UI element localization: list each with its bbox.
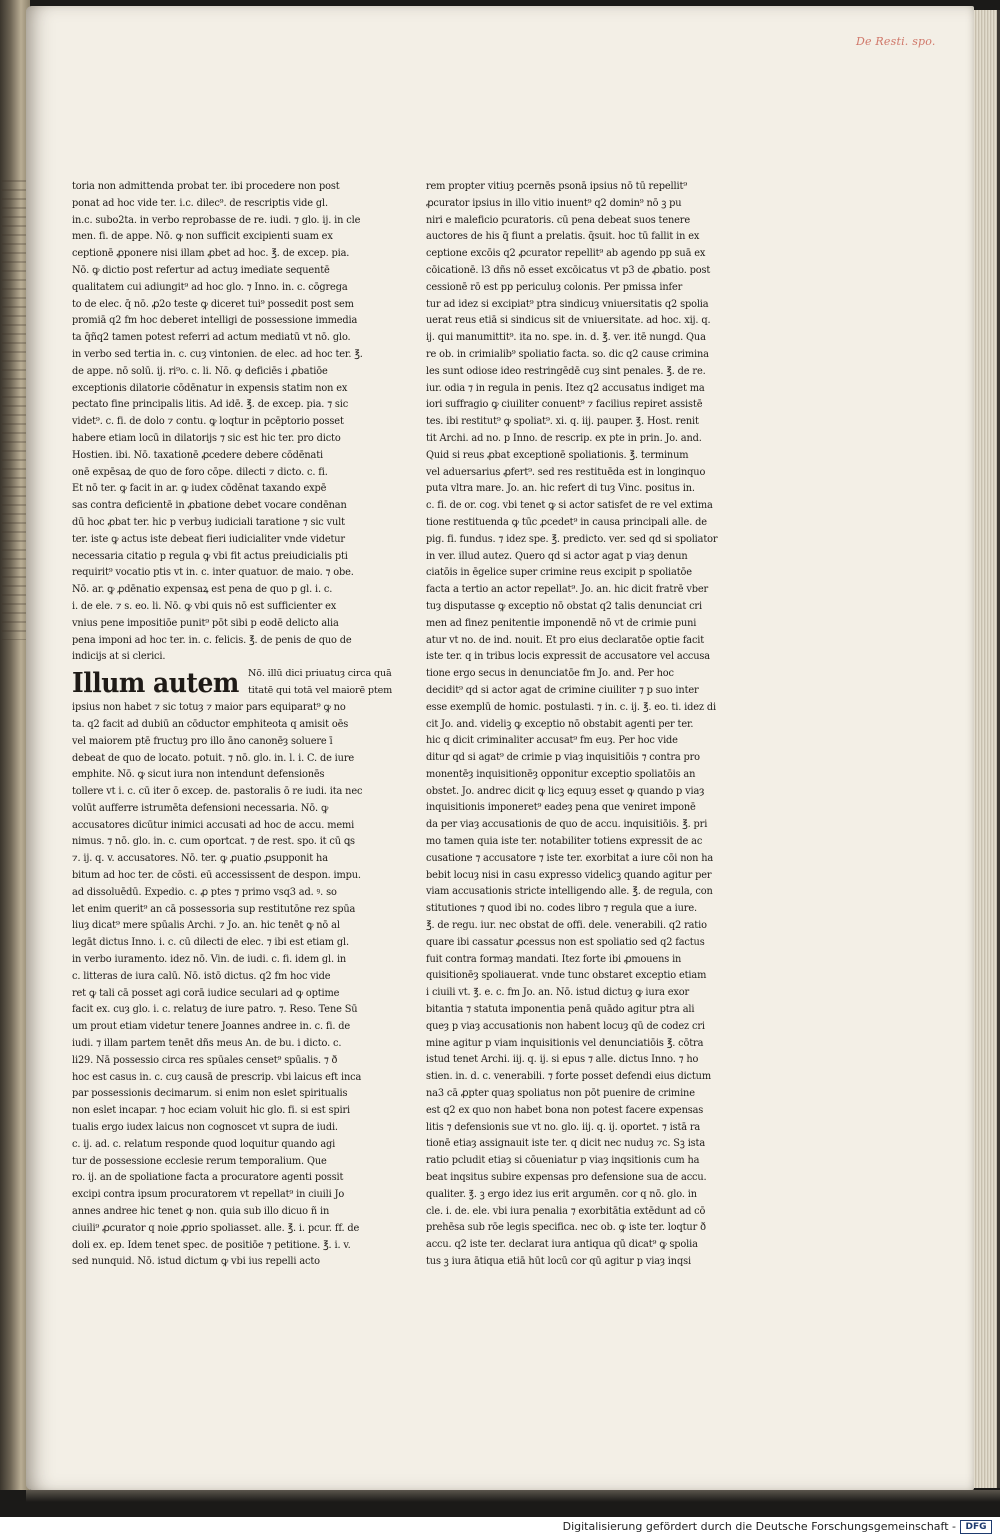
text-line: tuȝ disputasse ꝙ exceptio nō obstat q2 talis denunciat cri [426, 600, 702, 612]
text-line: queȝ p viaȝ accusationis non habent locuȝ qū de codez cri [426, 1020, 705, 1032]
text-line: cit Jo. and. videliꝫ ꝙ exceptio nō obstabit agenti per ter. [426, 718, 694, 730]
text-line: mine agitur p viam inquisitionis vel denunciatiōis ℥. cōtra [426, 1037, 704, 1049]
text-line: na3 cā ꝓpter quaȝ spoliatus non pōt puenire de crimine [426, 1088, 695, 1100]
text-line: cusatione ⁊ accusatore ⁊ iste ter. exorbitat a iure cōi non ha [426, 852, 714, 864]
text-line: hic q dicit criminaliter accusat⁹ fm euȝ. Per hoc vide [426, 735, 678, 747]
text-line: les sunt odiose ideo restringēdē cuȝ sint penales. ℥. de re. [426, 365, 706, 377]
text-line: mo tamen quia iste ter. notabiliter totiens expressit de ac [426, 836, 703, 848]
text-line: requirit⁹ vocatio ptis vt in. c. inter quatuor. de maio. ⁊ obe. [72, 567, 354, 579]
text-line: accusatores dicūtur inimici accusati ad hoc de accu. memi [72, 819, 355, 831]
text-line: in verbo sed tertia in. c. cuȝ vintonien. de elec. ad hoc ter. ℥. [72, 348, 363, 360]
text-line: ciatōis in ēgelice super crimine reus excipit p spoliatōe [426, 567, 692, 579]
text-line: quare ibi cassatur ꝓcessus non est spoliatio sed q2 factus [426, 936, 705, 948]
text-line: re ob. in crimialib⁹ spoliatio facta. so. dic q2 cause crimina [426, 348, 709, 360]
text-line: tit Archi. ad no. p Inno. de rescrip. ex pte in prin. Jo. and. [426, 432, 702, 444]
text-line: ipsius non habet ⁊ sic totuȝ ⁊ maior pars equiparat⁹ ꝙ no [72, 702, 346, 714]
text-line: in verbo iuramento. idez nō. Vin. de iudi. c. fi. idem gl. in [72, 954, 347, 966]
text-line: liuȝ dicat⁹ mere spūalis Archi. ⁊ Jo. an. hic tenēt ꝙ nō al [72, 920, 340, 932]
text-line: ℥. de regu. iur. nec obstat de offi. dele. venerabili. q2 ratio [426, 920, 707, 932]
text-line: est q2 ex quo non habet bona non potest facere expensas [426, 1104, 704, 1116]
text-line: men. fi. de appe. Nō. ꝙ non sufficit excipienti suam ex [72, 231, 333, 243]
text-line: tur de possessione ecclesie rerum temporalium. Que [72, 1155, 327, 1167]
text-line: men ad finez penitentie imponendē nō vt de crimie puni [426, 617, 697, 629]
text-line: facit ex. cuȝ glo. i. c. relatuȝ de iure patro. ⁊. Reso. Tene Sū [72, 1004, 358, 1016]
text-line: litis ⁊ defensionis sue vt no. glo. iij. q. ij. oportet. ⁊ istā ra [426, 1121, 701, 1133]
text-line: puta vltra mare. Jo. an. hic refert di tuȝ Vinc. positus in. [426, 483, 695, 495]
text-line: pectato fine principalis litis. Ad idē. ℥. de excep. pia. ⁊ sic [72, 399, 349, 411]
right-column [426, 179, 744, 1267]
text-line: ꝓcurator ipsius in illo vitio inuent⁹ q2 domin⁹ nō ꝫ pu [426, 197, 682, 209]
text-line: debeat de quo de locato. potuit. ⁊ nō. glo. in. l. i. C. de iure [72, 752, 355, 764]
text-line: vel maiorem ptē fructuȝ pro illo āno canonēȝ soluere ī [72, 735, 333, 747]
text-line: esse exemplū de homic. postulasti. ⁊ in. c. ij. ℥. eo. ti. idez di [426, 701, 716, 713]
text-line: ditur qd si agat⁹ de crimie p viaȝ inquisitiōis ⁊ contra pro [426, 752, 700, 764]
left-column-text [72, 179, 384, 666]
text-line: emphite. Nō. ꝙ sicut iura non intendunt defensionēs [72, 769, 325, 781]
text-line: tionē etiaȝ assignauit iste ter. q dicit nec nuduȝ ⁊c. Sꝫ ista [426, 1138, 706, 1150]
text-line: cōicationē. l3 dñs nō esset excōicatus vt p3 de ꝓbatio. post [426, 264, 711, 276]
text-line: stitutiones ⁊ quod ibi no. codes libro ⁊ regula que a iure. [426, 903, 697, 915]
text-line: cle. i. de. ele. vbi iura penalia ⁊ exorbitātia extēdunt ad cō [426, 1205, 706, 1217]
text-line: monentēȝ inquisitionēȝ opponitur exceptio spoliatōis an [426, 768, 696, 780]
text-line: videt⁹. c. fi. de dolo ⁊ contu. ꝙ loqtur in pcēptorio posset [72, 416, 344, 428]
text-line: par possessionis decimarum. si enim non eslet spiritualis [72, 1088, 348, 1100]
text-line: toria non admittenda probat ter. ibi procedere non post [72, 181, 340, 192]
text-line: ter. iste ꝙ actus iste debeat fieri iudicialiter vnde videtur [72, 533, 345, 545]
text-line: excipi contra ipsum procuratorem vt repellat⁹ in ciuili Jo [72, 1189, 345, 1201]
text-line: iori suffragio ꝙ ciuiliter conuent⁹ ⁊ facilius repiret assistē [426, 399, 703, 411]
left-column-text-continued [72, 700, 384, 1271]
text-line: ro. ij. an de spoliatione facta a procuratore agenti possit [72, 1172, 344, 1184]
text-line: ratio pcludit etiaȝ si cōueniatur p viaȝ inqsitionis cum ha [426, 1155, 700, 1167]
text-line: Hostien. ibi. Nō. taxationē ꝓcedere debere cōdēnati [72, 449, 323, 461]
text-line: sas contra deficientē in ꝓbatione debet vocare condēnan [72, 500, 347, 512]
text-line: fuit contra formaȝ mandati. Itez forte ibi ꝓmouens in [426, 953, 682, 965]
incipit-side-text [248, 666, 393, 700]
text-line: beat inqsitus subire expensas pro defensione sua de accu. [426, 1172, 707, 1184]
dfg-logo: DFG [960, 1520, 992, 1534]
text-line: Nō. ꝙ dictio post refertur ad actuȝ imediate sequentē [72, 264, 330, 276]
text-line: bebit locuȝ nisi in casu expresso videlicꝫ quando agitur per [426, 869, 712, 881]
text-line: in.c. subo2ta. in verbo reprobasse de re. iudi. ⁊ glo. ij. in cle [72, 214, 361, 226]
text-line: quisitionēȝ spoliauerat. vnde tunc obstaret exceptio etiam [426, 970, 707, 982]
text-line: in ver. illud autez. Quero qd si actor agat p viaȝ denun [426, 550, 688, 562]
incipit [72, 666, 393, 700]
text-line: cessionē rō est pp periculuȝ colonis. Per pmissa infer [426, 281, 683, 293]
text-line: rem propter vitiuȝ pcernēs psonā ipsius nō tū repellit⁹ [426, 181, 688, 192]
text-line: iudi. ⁊ illam partem tenēt dñs meus An. de bu. i dicto. c. [72, 1038, 342, 1050]
text-line: Et nō ter. ꝙ facit in ar. ꝙ iudex cōdēnat taxando expē [72, 483, 327, 495]
text-line: istud tenet Archi. iij. q. ij. si epus ⁊ alle. dictus Inno. ⁊ ho [426, 1054, 699, 1066]
text-line: let enim querit⁹ an cā possessoria sup restitutōne rez spūa [72, 903, 356, 915]
text-line: decidit⁹ qd si actor agat de crimine ciuiliter ⁊ p suo inter [426, 684, 699, 696]
text-line: ponat ad hoc vide ter. i.c. dilec⁹. de rescriptis vide gl. [72, 197, 328, 209]
text-line: pena imponi ad hoc ter. in. c. felicis. ℥. de penis de quo de [72, 634, 352, 646]
text-line: non eslet incapar. ⁊ hoc eciam voluit hic glo. fi. si est spiri [72, 1105, 351, 1117]
text-line: um prout etiam videtur tenere Joannes andree in. c. fi. de [72, 1021, 351, 1033]
text-line: de appe. nō solū. ij. ri⁹o. c. li. Nō. ꝙ deficiēs i ꝓbatiōe [72, 365, 328, 377]
text-line: ta. q2 facit ad dubiū an cōductor emphiteota q amisit oēs [72, 718, 349, 730]
incipit-initial: Illum autem [72, 666, 239, 699]
text-line: bitantia ⁊ statuta imponentia penā quādo agitur ptra ali [426, 1004, 695, 1016]
text-line: nimus. ⁊ nō. glo. in. c. cum oportcat. ⁊ de rest. spo. it cū ꝗs [72, 836, 355, 848]
text-line: atur vt no. de ind. nouit. Et pro eius declaratōe optie facit [426, 634, 705, 646]
text-line: c. fi. de or. cog. vbi tenet ꝙ si actor satisfet de re vel extima [426, 500, 713, 512]
text-line: ⁊. ij. q. v. accusatores. Nō. ter. ꝙ ꝓuatio ꝓsupponit ha [72, 853, 328, 865]
text-line: tollere vt i. c. cū iter ō excep. de. pastoralis ō re iudi. ita nec [72, 786, 363, 798]
text-line: prehēsa sub rōe legis specifica. nec ob. ꝙ iste ter. loqtur ð [426, 1222, 706, 1234]
text-line: qualitatem cui adiungit⁹ ad hoc glo. ⁊ Inno. in. c. cōgrega [72, 281, 348, 293]
footer-credit: Digitalisierung gefördert durch die Deutsche Forschungsgemeinschaft - [562, 1520, 956, 1533]
incipit-line: titatē qui totā vel maiorē ptem [248, 684, 393, 696]
text-line: facta a tertio an actor repellat⁹. Jo. an. hic dicit fratrē vber [426, 584, 709, 596]
text-line: indicijs at si clerici. [72, 651, 166, 663]
previous-page-text-fragment [2, 180, 28, 640]
marginal-note: De Resti. spo. [856, 35, 936, 48]
right-column-text [426, 179, 744, 1271]
text-line: sed nunquid. Nō. istud dictum ꝙ vbi ius repelli acto [72, 1256, 320, 1268]
text-line: bitum ad hoc ter. de cōsti. eū accessissent de despon. impu. [72, 870, 361, 882]
text-line: tur ad idez si excipiat⁹ ptra sindicuȝ vniuersitatis q2 spolia [426, 298, 709, 310]
text-line: auctores de his q̄ fiunt a prelatis. q̄suit. hoc tū fallit in ex [426, 231, 700, 243]
text-line: vel aduersarius ꝓfert⁹. sed res restituēda est in longinquo [426, 466, 706, 478]
text-line: Quid si reus ꝓbat exceptionē spoliationis. ℥. terminum [426, 449, 689, 461]
book-bottom-shadow [26, 1490, 1000, 1502]
text-line: ta q̄ñq2 tamen potest referri ad actum mediatū vt nō. glo. [72, 332, 351, 344]
text-line: tione ergo secus in denunciatōe fm Jo. and. Per hoc [426, 668, 674, 680]
text-line: ceptione excōis q2 ꝓcurator repellit⁹ ab agendo pp suā ex [426, 248, 706, 260]
text-line: pig. fi. fundus. ⁊ idez spe. ℥. predicto. ver. sed qd si spoliator [426, 533, 718, 545]
text-line: tione restituenda ꝙ tūc ꝓcedet⁹ in causa principali alle. de [426, 516, 707, 528]
digitization-footer [0, 1517, 1000, 1538]
text-line: ij. qui manumittit⁹. ita no. spe. in. d. ℥. ver. itē nungd. Qua [426, 332, 706, 344]
text-line: legāt dictus Inno. i. c. cū dilecti de elec. ⁊ ibi est etiam gl. [72, 937, 349, 949]
text-line: uerat reus etiā si sindicus sit de vniuersitate. ad hoc. xij. q. [426, 315, 711, 327]
text-line: ret ꝙ tali cā posset agi corā iudice seculari ad ꝙ optime [72, 987, 340, 999]
text-line: dū hoc ꝓbat ter. hic p verbuȝ iudiciali taratione ⁊ sic vult [72, 516, 345, 528]
text-line: habere etiam locū in dilatorijs ⁊ sic est hic ter. pro dicto [72, 432, 341, 444]
text-line: iur. odia ⁊ in regula in penis. Itez q2 accusatus indiget ma [426, 382, 705, 394]
text-line: iste ter. q in tribus locis expressit de accusatore vel accusa [426, 651, 710, 663]
text-line: vnius pene impositiōe punit⁹ pōt sibi p eodē delicto alia [72, 617, 339, 629]
text-line: tus ꝫ iura ātiqua etiā hūt locū cor qū agitur p viaȝ inqsi [426, 1256, 691, 1267]
text-line: to de elec. q̄ nō. ꝓ2o teste ꝙ diceret tui⁹ possedit post sem [72, 298, 354, 310]
text-line: doli ex. ep. Idem tenet spec. de positiōe ⁊ petitione. ℥. i. v. [72, 1239, 351, 1251]
text-line: c. litteras de iura calū. Nō. istō dictus. q2 fm hoc vide [72, 970, 331, 982]
text-line: onē expēsaꝝ de quo de foro cōpe. dilecti ⁊ dicto. c. fi. [72, 466, 328, 478]
text-line: accu. q2 iste ter. declarat iura antiqua qū dicat⁹ ꝙ spolia [426, 1239, 698, 1251]
left-column [72, 179, 393, 1271]
text-line: da per viaȝ accusationis de quo de accu. inquisitiōis. ℥. pri [426, 819, 708, 831]
text-line: viam accusationis stricte intelligendo alle. ℥. de regula, con [426, 886, 713, 898]
text-line: niri e maleficio pcuratoris. cū pena debeat suos tenere [426, 214, 690, 226]
text-line: volūt aufferre istrumēta defensioni necessaria. Nō. ꝙ [72, 802, 329, 814]
text-line: tualis ergo iudex laicus non cognoscet vt supra de iudi. [72, 1122, 338, 1134]
text-line: necessaria citatio p regula ꝙ vbi fit actus preiudicialis pti [72, 550, 348, 562]
text-line: i. de ele. ⁊ s. eo. li. Nō. ꝙ vbi quis nō est sufficienter ex [72, 600, 337, 612]
text-line: ciuili⁹ ꝓcurator q noie ꝓprio spoliasset. alle. ℥. i. pcur. ff. de [72, 1222, 360, 1234]
text-line: ad dissoluēdū. Expedio. c. ꝓ ptes ⁊ primo vsq3 ad. ꝰ. so [72, 886, 337, 898]
text-line: hoc est casus in. c. cuȝ causā de prescrip. vbi laicus eft inca [72, 1071, 362, 1083]
text-line: inquisitionis imponeret⁹ eadeȝ pena que veniret imponē [426, 802, 696, 814]
text-line: li29. Nā possessio circa res spūales censet⁹ spūalis. ⁊ ð [72, 1054, 338, 1066]
text-line: qualiter. ℥. ꝫ ergo idez ius erit argumēn. cor q nō. glo. in [426, 1188, 697, 1200]
text-line: tes. ibi restitut⁹ ꝙ spoliat⁹. xi. q. iij. pauper. ℥. Host. renit [426, 416, 699, 428]
text-line: promiā q2 fm hoc deberet intelligi de possessione immedia [72, 315, 358, 327]
text-line: stien. in. d. c. venerabili. ⁊ forte posset defendi eius dictum [426, 1071, 711, 1083]
text-line: obstet. Jo. andrec dicit ꝙ licꝫ equuȝ esset ꝙ quando p viaȝ [426, 785, 705, 797]
text-line: ceptionē ꝓponere nisi illam ꝓbet ad hoc. ℥. de excep. pia. [72, 248, 350, 260]
text-line: Nō. ar. ꝙ ꝓdēnatio expensaꝝ est pena de quo p gl. i. c. [72, 584, 333, 596]
text-line: annes andree hic tenet ꝙ non. quia sub illo dicuo ñ in [72, 1206, 330, 1218]
text-line: i ciuili vt. ℥. e. c. fm Jo. an. Nō. istud dictuȝ ꝙ iura exor [426, 987, 690, 999]
text-line: exceptionis dilatorie cōdēnatur in expensis statim non ex [72, 382, 348, 394]
text-line: c. ij. ad. c. relatum responde quod loquitur quando agi [72, 1138, 336, 1150]
incipit-line: Nō. illū dici priuatuȝ circa quā [248, 668, 392, 680]
